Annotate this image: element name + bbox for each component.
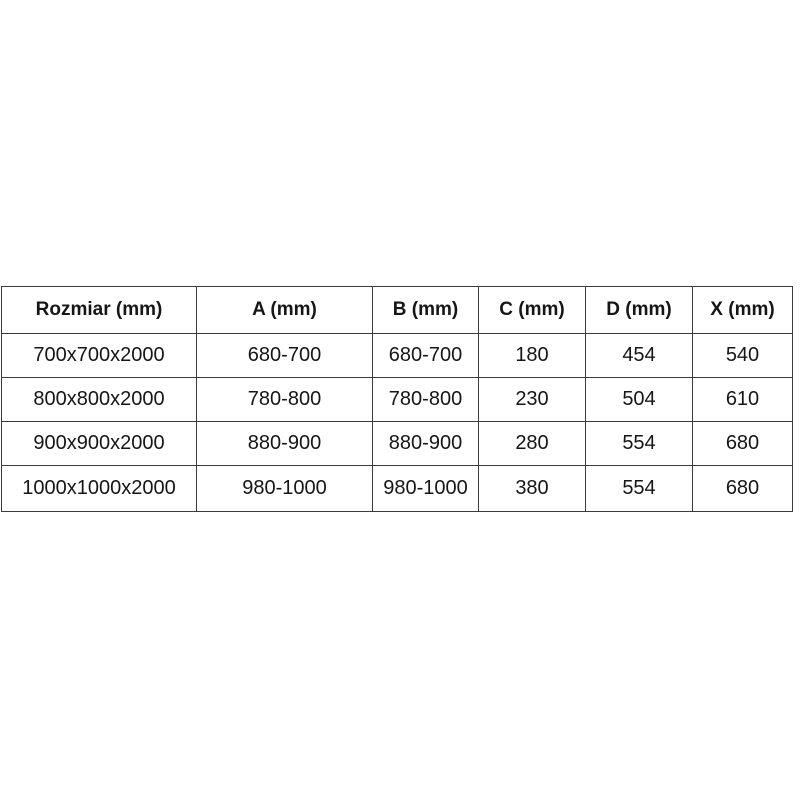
value-cell-c: 380 <box>479 466 586 512</box>
value-cell-a: 880-900 <box>197 422 373 466</box>
table-row <box>2 422 793 466</box>
header-row <box>2 287 793 334</box>
column-header-a: A (mm) <box>197 287 373 334</box>
value-cell-b: 780-800 <box>373 378 479 422</box>
value-cell-b: 880-900 <box>373 422 479 466</box>
table-row <box>2 378 793 422</box>
value-cell-c: 180 <box>479 334 586 378</box>
value-cell-x: 680 <box>693 422 793 466</box>
value-cell-a: 680-700 <box>197 334 373 378</box>
value-cell-d: 554 <box>586 422 693 466</box>
value-cell-x: 540 <box>693 334 793 378</box>
value-cell-c: 230 <box>479 378 586 422</box>
value-cell-b: 980-1000 <box>373 466 479 512</box>
value-cell-b: 680-700 <box>373 334 479 378</box>
size-cell: 900x900x2000 <box>2 422 197 466</box>
table-row <box>2 334 793 378</box>
column-header-x: X (mm) <box>693 287 793 334</box>
column-header-rozmiar: Rozmiar (mm) <box>2 287 197 334</box>
value-cell-d: 454 <box>586 334 693 378</box>
value-cell-a: 780-800 <box>197 378 373 422</box>
value-cell-d: 554 <box>586 466 693 512</box>
value-cell-x: 610 <box>693 378 793 422</box>
size-cell: 700x700x2000 <box>2 334 197 378</box>
column-header-b: B (mm) <box>373 287 479 334</box>
value-cell-d: 504 <box>586 378 693 422</box>
size-cell: 1000x1000x2000 <box>2 466 197 512</box>
dimensions-table <box>1 286 793 512</box>
value-cell-x: 680 <box>693 466 793 512</box>
column-header-d: D (mm) <box>586 287 693 334</box>
size-cell: 800x800x2000 <box>2 378 197 422</box>
column-header-c: C (mm) <box>479 287 586 334</box>
table-row <box>2 466 793 512</box>
value-cell-c: 280 <box>479 422 586 466</box>
value-cell-a: 980-1000 <box>197 466 373 512</box>
spec-table <box>1 286 793 512</box>
